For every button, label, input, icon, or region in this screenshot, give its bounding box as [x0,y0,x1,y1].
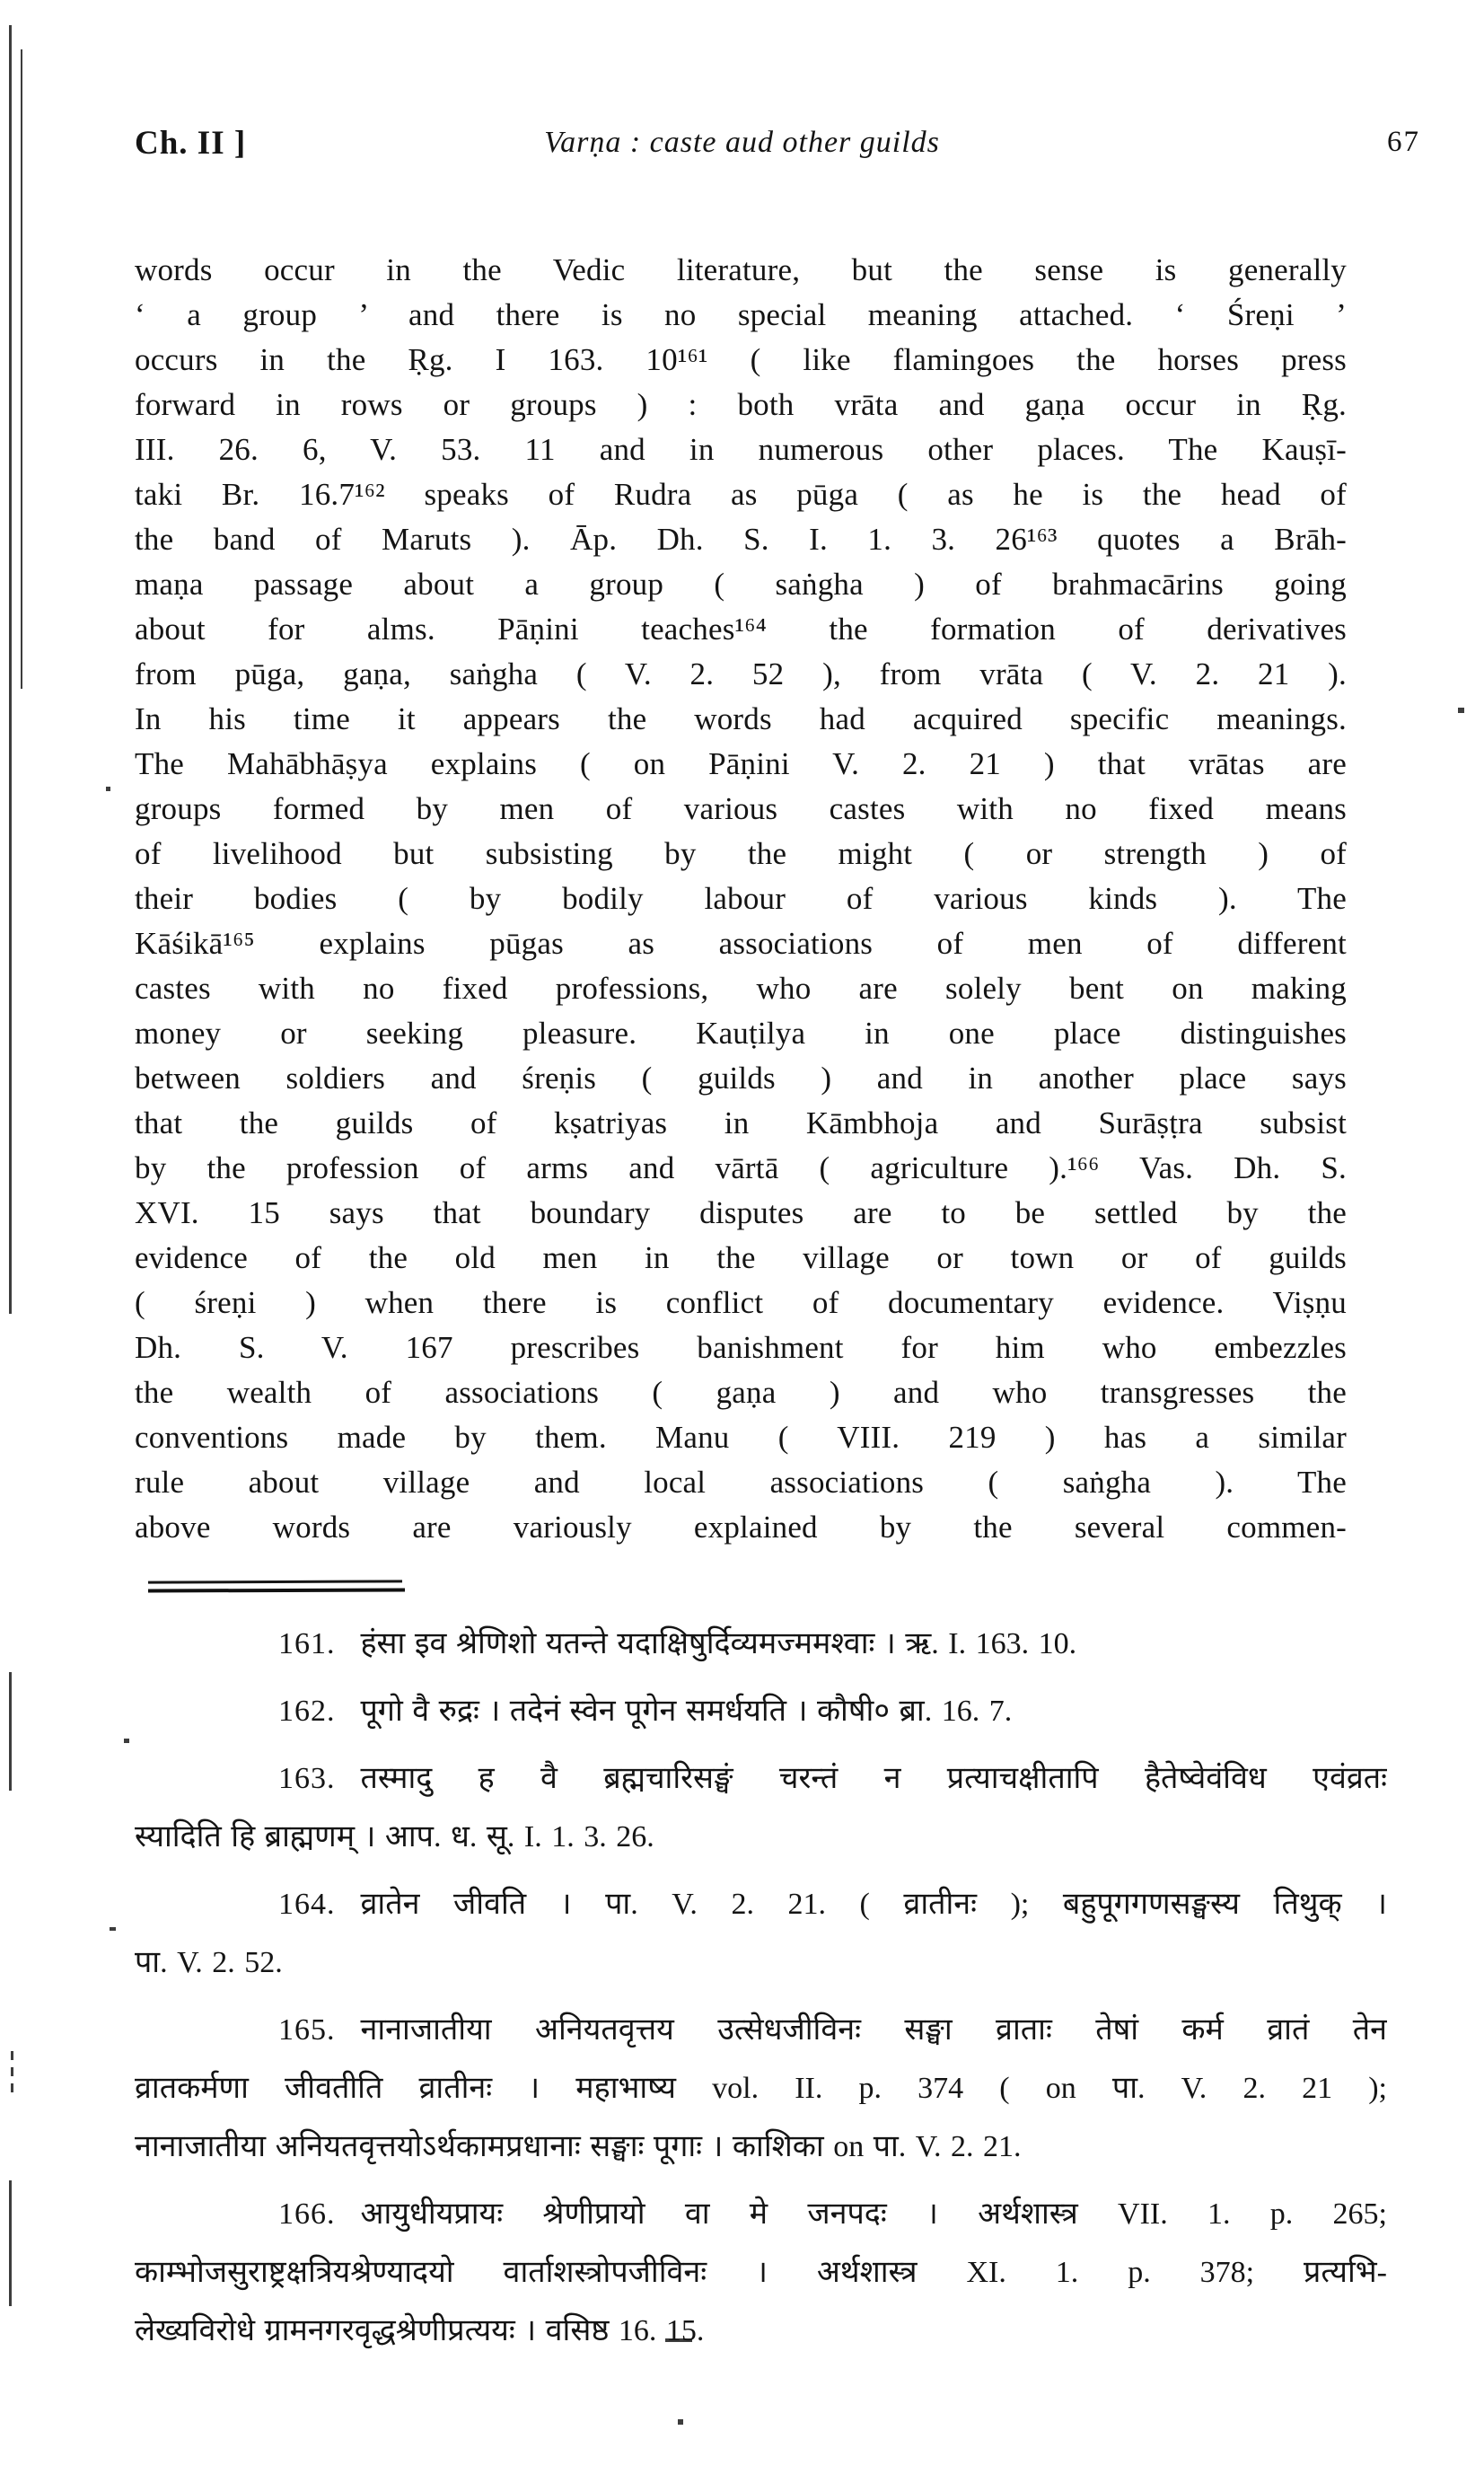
scan-artifact-speck [110,1927,116,1931]
rule-line [148,1580,402,1583]
body-line: conventions made by them. Manu ( VIII. 219 ) has a similar [135,1420,1347,1455]
scan-artifact-vertical-line [9,2180,12,2306]
chapter-label: Ch. II ] [135,125,247,162]
body-line: about for alms. Pāṇini teaches¹⁶⁴ the formation of derivatives [135,612,1347,647]
body-line: between soldiers and śreṇis ( guilds ) and in another place says [135,1061,1347,1096]
footnote-line: लेख्यविरोधे ग्रामनगरवृद्धश्रेणीप्रत्ययः । वसिष्ठ 16. 15. [135,2314,705,2347]
scan-artifact-speck [678,2419,683,2425]
footnote-text: तस्मादु ह वै ब्रह्मचारिसङ्घं चरन्तं न प्रत्याचक्षीतापि हैतेष्वेवंविध एवंव्रतः [360,1762,1387,1795]
body-line: Dh. S. V. 167 prescribes banishment for him who embezzles [135,1330,1347,1365]
body-line: occurs in the Ṛg. I 163. 10¹⁶¹ ( like flamingoes the horses press [135,342,1347,377]
running-head [0,124,1484,169]
footnote-text: पूगो वै रुद्रः । तदेनं स्वेन पूगेन समर्धयति । कौषी० ब्रा. 16. 7. [360,1695,1013,1728]
footnote-line [135,2185,1387,2243]
footnote-line [135,1682,1387,1740]
body-line: from pūga, gaṇa, saṅgha ( V. 2. 52 ), from vrāta ( V. 2. 21 ). [135,656,1347,691]
footnote-162 [135,1682,1387,1740]
footnote-165 [135,2001,1387,2176]
footnote-line: स्यादिति हि ब्राह्मणम् । आप. ध. सू. I. 1. 3. 26. [135,1820,654,1854]
scan-artifact-dot [11,2067,13,2076]
footnote-text: व्रातेन जीवति । पा. V. 2. 21. ( व्रातीनः ); बहुपूगगणसङ्घस्य तिथुक् । [360,1888,1387,1921]
body-line: ( śreṇi ) when there is conflict of documentary evidence. Viṣṇu [135,1285,1347,1320]
footnote-166 [135,2185,1387,2360]
body-line: XVI. 15 says that boundary disputes are to be settled by the [135,1195,1347,1230]
footnote-number: 162. [278,1695,336,1728]
body-line: Kāśikā¹⁶⁵ explains pūgas as associations of men of different [135,926,1347,961]
footnote-line [135,1749,1387,1808]
footnote-163 [135,1749,1387,1866]
body-line: above words are variously explained by the several commen- [135,1510,1347,1545]
body-line: by the profession of arms and vārtā ( agriculture ).¹⁶⁶ Vas. Dh. S. [135,1150,1347,1185]
page-number: 67 [1387,126,1420,158]
footnote-number: 161. [278,1627,336,1660]
body-line: words occur in the Vedic literature, but the sense is generally [135,252,1347,287]
footnote-number: 164. [278,1888,336,1921]
footnote-line [135,1615,1387,1673]
footnote-number: 166. [278,2197,336,2231]
body-line: taki Br. 16.7¹⁶² speaks of Rudra as pūga ( as he is the head of [135,477,1347,512]
footnote-number: 163. [278,1762,336,1795]
scan-artifact-vertical-line [9,1672,12,1791]
body-line: ‘ a group ’ and there is no special meaning attached. ‘ Śreṇi ’ [135,297,1347,332]
footnote-line [135,1875,1387,1933]
scan-artifact-speck [106,787,110,791]
footnote-line: व्रातकर्मणा जीवतीति व्रातीनः । महाभाष्य vol. II. p. 374 ( on पा. V. 2. 21 ); [135,2072,1387,2105]
body-line: groups formed by men of various castes with no fixed means [135,791,1347,826]
body-line: castes with no fixed professions, who are solely bent on making [135,971,1347,1006]
body-line: that the guilds of kṣatriyas in Kāmbhoja and Surāṣṭra subsist [135,1105,1347,1140]
footnote-161 [135,1615,1387,1673]
body-text [135,248,1347,1550]
footnote-164 [135,1875,1387,1992]
body-line: maṇa passage about a group ( saṅgha ) of brahmacārins going [135,567,1347,602]
footnote-line: पा. V. 2. 52. [135,1946,283,1979]
footnotes-section [135,1615,1387,2369]
footnote-separator-rule [148,1581,402,1593]
footnote-text: हंसा इव श्रेणिशो यतन्ते यदाक्षिषुर्दिव्यमज्ममश्वाः । ऋ. I. 163. 10. [360,1627,1077,1660]
body-line: the band of Maruts ). Āp. Dh. S. I. 1. 3. 26¹⁶³ quotes a Brāh- [135,522,1347,557]
body-line: their bodies ( by bodily labour of various kinds ). The [135,881,1347,916]
body-line: of livelihood but subsisting by the might ( or strength ) of [135,836,1347,871]
footnote-text: नानाजातीया अनियतवृत्तय उत्सेधजीविनः सङ्घा व्राताः तेषां कर्म व्रातं तेन [360,2013,1387,2047]
body-line: forward in rows or groups ) : both vrāta and gaṇa occur in Ṛg. [135,387,1347,422]
body-line: rule about village and local associations ( saṅgha ). The [135,1465,1347,1500]
body-line: money or seeking pleasure. Kauṭilya in one place distinguishes [135,1016,1347,1051]
scan-artifact-vertical-line [9,25,12,1314]
body-line: the wealth of associations ( gaṇa ) and who transgresses the [135,1375,1347,1410]
footnote-line: नानाजातीया अनियतवृत्तयोऽर्थकामप्रधानाः सङ्घाः पूगाः । काशिका on पा. V. 2. 21. [135,2130,1022,2163]
footnote-text: आयुधीयप्रायः श्रेणीप्रायो वा मे जनपदः । अर्थशास्त्र VII. 1. p. 265; [360,2197,1387,2231]
page-title: Varṇa : caste aud other guilds [544,126,940,159]
rule-line [148,1589,405,1593]
footnote-line: काम्भोजसुराष्ट्रक्षत्रियश्रेण्यादयो वार्ताशस्त्रोपजीविनः । अर्थशास्त्र XI. 1. p. 378; प्रत्यभि- [135,2256,1387,2289]
scan-artifact-speck [124,1739,129,1743]
footnote-number: 165. [278,2013,336,2047]
body-line: In his time it appears the words had acquired specific meanings. [135,701,1347,736]
body-line: The Mahābhāṣya explains ( on Pāṇini V. 2. 21 ) that vrātas are [135,746,1347,781]
scan-artifact-dot [11,2051,13,2060]
body-line: III. 26. 6, V. 53. 11 and in numerous other places. The Kauṣī- [135,432,1347,467]
body-line: evidence of the old men in the village or town or of guilds [135,1240,1347,1275]
scan-artifact-speck [1458,708,1464,713]
footnote-line [135,2001,1387,2059]
scan-artifact-dot [11,2083,13,2092]
